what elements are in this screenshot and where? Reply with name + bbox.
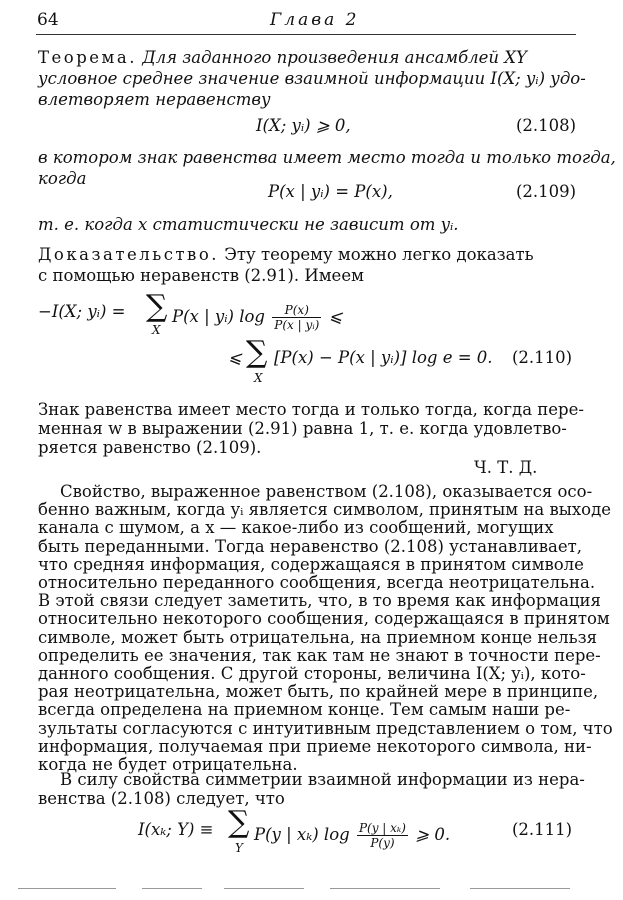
discussion-line: быть переданными. Тогда неравенство (2.108) устанавливает, xyxy=(38,536,582,556)
theorem-text-1: Для заданного произведения ансамблей XY xyxy=(142,48,527,67)
fraction-denominator: P(x | yᵢ) xyxy=(274,318,320,332)
discussion-line: относительно некоторого сообщения, содержащаяся в принятом xyxy=(38,609,610,629)
discussion-line: что средняя информация, содержащаяся в принятом символе xyxy=(38,554,584,574)
theorem-line-4: в котором знак равенства имеет место тогда и только тогда, xyxy=(38,148,616,167)
discussion-line: информация, получаемая при приеме некоторого символа, ни- xyxy=(38,736,592,756)
equation-2-111-body xyxy=(254,822,450,849)
discussion-line: рая неотрицательна, может быть, по крайней мере в принципе, xyxy=(38,682,599,702)
equation-2-110-lhs: −I(X; yᵢ) = xyxy=(38,302,126,321)
equation-number-2-111: (2.111) xyxy=(512,820,573,839)
equation-2-108: I(X; yᵢ) ⩾ 0, xyxy=(256,116,351,135)
bottom-rule-1 xyxy=(18,888,116,889)
theorem-line-5: когда xyxy=(38,169,87,188)
summation-symbol-x-1: ∑ xyxy=(146,289,168,324)
equation-2-110-second-lhs: ⩽ xyxy=(228,348,242,367)
discussion-line: когда не будет отрицательна. xyxy=(38,755,298,774)
bottom-rule-2 xyxy=(142,888,202,889)
discussion-line: канала с шумом, а x — какое-либо из сообщений, могущих xyxy=(38,518,554,538)
equation-number-2-110: (2.110) xyxy=(512,348,573,367)
equation-2-111-lhs: I(xₖ; Y) ≡ xyxy=(138,820,214,839)
equation-number-2-109: (2.109) xyxy=(516,182,577,201)
proof-label: Доказательство. xyxy=(38,245,220,264)
equation-2-110-second-body: [P(x) − P(x | yᵢ)] log e = 0. xyxy=(274,348,493,367)
summation-subscript-x-1: X xyxy=(152,323,161,337)
proof-text-1: Эту теорему можно легко доказать xyxy=(224,245,534,264)
equation-2-111-term: P(y | xₖ) log xyxy=(254,825,350,844)
chapter-title: Глава 2 xyxy=(270,10,360,30)
fraction-numerator: P(x) xyxy=(272,304,321,318)
equation-2-110-term: P(x | yᵢ) log xyxy=(172,307,265,326)
discussion-line: данного сообщения. С другой стороны, величина I(X; yᵢ), кото- xyxy=(38,664,586,683)
summation-symbol-y: ∑ xyxy=(228,805,250,840)
bottom-rule-5 xyxy=(470,888,570,889)
proof-line-1 xyxy=(38,247,534,264)
proof-line-3: Знак равенства имеет место тогда и только тогда, когда пере- xyxy=(38,400,584,419)
discussion-line: Свойство, выраженное равенством (2.108), оказывается осо- xyxy=(60,482,593,501)
equation-2-109: P(x | yᵢ) = P(x), xyxy=(268,182,393,201)
equation-2-110-body xyxy=(172,304,342,331)
discussion-line: всегда определена на приемном конце. Тем самым наши ре- xyxy=(38,700,571,720)
bottom-rule-4 xyxy=(330,888,440,889)
equation-2-111-fraction xyxy=(357,822,408,849)
proof-line-2: с помощью неравенств (2.91). Имеем xyxy=(38,266,364,285)
summation-subscript-x-2: X xyxy=(254,371,263,385)
equation-number-2-108: (2.108) xyxy=(516,116,577,135)
bottom-rule-3 xyxy=(224,888,304,889)
theorem-line-6: т. е. когда x статистически не зависит от yᵢ. xyxy=(38,215,459,234)
discussion-line: В этой связи следует заметить, что, в то время как информация xyxy=(38,591,601,611)
equation-2-110-relation: ⩽ xyxy=(328,307,343,326)
header-rule xyxy=(36,34,576,35)
discussion-line: определить ее значения, так как там не знают в точности пере- xyxy=(38,645,601,665)
proof-line-5: ряется равенство (2.109). xyxy=(38,438,262,457)
theorem-line-3: влетворяет неравенству xyxy=(38,90,271,109)
fraction-denominator: P(y) xyxy=(370,836,395,850)
theorem-label: Теорема. xyxy=(38,48,137,67)
qed-mark: Ч. Т. Д. xyxy=(474,458,538,477)
fraction-numerator: P(y | xₖ) xyxy=(358,821,406,835)
proof-line-4: менная w в выражении (2.91) равна 1, т. е. когда удовлетво- xyxy=(38,419,567,438)
page-number: 64 xyxy=(37,10,59,30)
theorem-line-2: условное среднее значение взаимной информации I(X; yᵢ) удо- xyxy=(38,69,586,88)
theorem-line-1 xyxy=(38,50,527,67)
discussion-line: относительно переданного сообщения, всегда неотрицательна. xyxy=(38,573,596,592)
summation-subscript-y: Y xyxy=(235,841,243,855)
discussion-line: бенно важным, когда yᵢ является символом, принятым на выходе xyxy=(38,500,612,520)
symmetry-line-2: венства (2.108) следует, что xyxy=(38,789,285,808)
equation-2-110-fraction xyxy=(272,304,321,331)
discussion-line: символе, может быть отрицательна, на приемном конце нельзя xyxy=(38,627,598,647)
equation-2-111-relation: ⩾ 0. xyxy=(415,825,451,844)
discussion-line: зультаты согласуются с интуитивным представлением о том, что xyxy=(38,718,613,738)
symmetry-line-1: В силу свойства симметрии взаимной информации из нера- xyxy=(60,770,585,789)
summation-symbol-x-2: ∑ xyxy=(246,335,268,370)
